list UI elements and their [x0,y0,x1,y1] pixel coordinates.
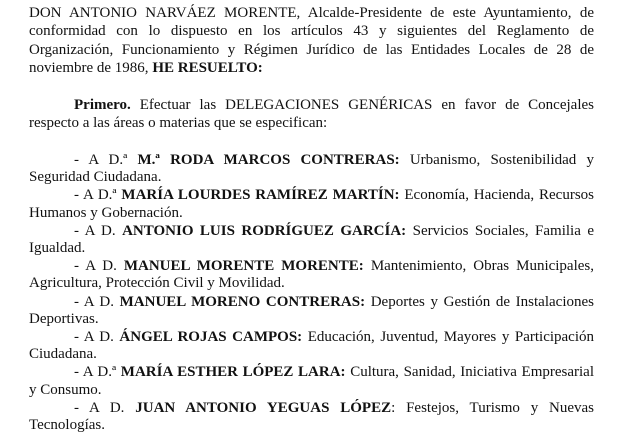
primero-text: Efectuar las DELEGACIONES GENÉRICAS en favor de Concejales respecto a las áreas o materias que se especifican: [29,97,594,132]
delegate-name: ÁNGEL ROJAS CAMPOS: [119,329,303,346]
delegate-name: M.ª RODA MARCOS CONTRERAS: [137,152,400,168]
delegate-name: MANUEL MORENTE MORENTE: [123,258,364,275]
delegation-prefix: - A D. [74,399,136,416]
delegation-prefix: - A D. [74,258,124,275]
delegate-name: MANUEL MORENO CONTRERAS: [119,293,366,310]
delegation-item [29,294,594,328]
delegation-prefix: - A D.ª [74,364,121,381]
resolution-heading: HE RESUELTO: [152,60,263,77]
delegation-areas: Urbanismo, Sostenibilidad y Seguridad Ciudadana. [29,152,594,186]
delegation-item [29,187,594,221]
delegation-areas: Cultura, Sanidad, Iniciativa Empresarial y Consumo. [29,364,595,398]
delegate-name-colon: : [391,399,396,416]
delegate-name: JUAN ANTONIO YEGUAS LÓPEZ [135,399,392,416]
delegation-item [29,364,594,398]
mayor-name: DON ANTONIO NARVÁEZ MORENTE [29,5,297,21]
delegation-areas: Festejos, Turismo y Nuevas Tecnologías. [29,399,595,434]
delegation-item [29,152,594,186]
delegations-list [29,152,594,435]
delegation-prefix: - A D. [74,293,120,310]
delegation-prefix: - A D. [74,329,120,346]
delegate-name: MARÍA LOURDES RAMÍREZ MARTÍN: [121,187,400,204]
delegation-areas: Servicios Sociales, Familia e Igualdad. [29,222,594,257]
intro-paragraph [29,4,594,78]
delegation-item [29,329,594,363]
delegate-name: ANTONIO LUIS RODRÍGUEZ GARCÍA: [122,222,407,239]
delegation-item [29,400,594,434]
delegation-areas: Educación, Juventud, Mayores y Participación Ciudadana. [29,329,595,363]
primero-label: Primero. [74,97,131,113]
delegate-name: MARÍA ESTHER LÓPEZ LARA: [120,364,346,381]
delegation-prefix: - A D. [74,222,123,239]
delegation-prefix: - A D.ª [74,152,138,168]
delegation-areas: Mantenimiento, Obras Municipales, Agricultura, Protección Civil y Movilidad. [29,258,595,292]
delegation-areas: Economía, Hacienda, Recursos Humanos y Gobernación. [29,187,594,221]
primero-paragraph [29,96,594,133]
intro-text: , Alcalde-Presidente de este Ayuntamiento, de conformidad con lo dispuesto en los artículos 43 y siguientes del Reglamento de Organización, Funcionamiento y Régimen Jurídico de las Entidades Locales de 28 de noviembre de 1986, [29,5,594,77]
delegation-item [29,258,594,292]
delegation-areas: Deportes y Gestión de Instalaciones Deportivas. [29,293,594,327]
delegation-prefix: - A D.ª [74,187,122,204]
delegation-item [29,223,594,257]
